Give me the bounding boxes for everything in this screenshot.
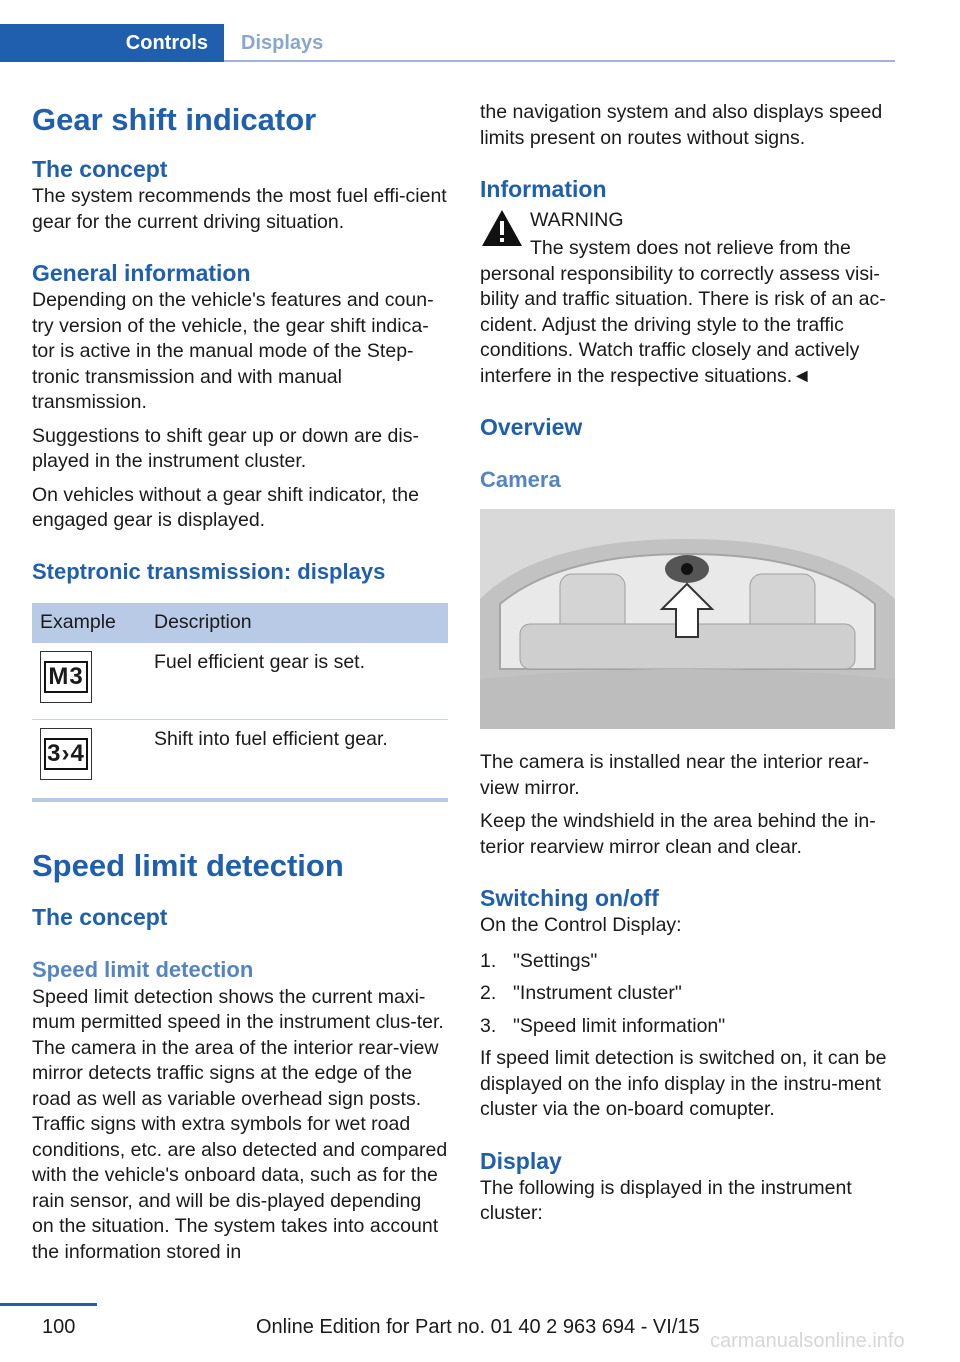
paragraph-switching: On the Control Display:: [480, 914, 682, 936]
right-column: [480, 100, 896, 1227]
paragraph-concept: The system recommends the most fuel effi-cient gear for the current driving situation.: [32, 185, 447, 233]
heading-gear-shift-indicator: Gear shift indicator: [32, 102, 317, 137]
heading-information: Information: [480, 176, 607, 202]
paragraph-switching-2: If speed limit detection is switched on, it can be displayed on the info display in the instru-ment cluster via the on-board comupter.: [480, 1047, 887, 1120]
table-row: [32, 719, 448, 800]
heading-steptronic-displays: Steptronic transmission: displays: [32, 558, 386, 584]
paragraph-display: The following is displayed in the instrument cluster:: [480, 1176, 852, 1224]
heading-overview: Overview: [480, 414, 583, 440]
list-item: 2. "Instrument cluster": [480, 982, 682, 1004]
tab-controls[interactable]: Controls: [0, 24, 224, 62]
heading-general-information: General information: [32, 260, 251, 286]
footer-edition-text: Online Edition for Part no. 01 40 2 963 694 - VI/15: [256, 1316, 700, 1338]
tab-underline: [224, 60, 895, 62]
list-item: 3. "Speed limit information": [480, 1014, 726, 1037]
heading-the-concept-2: The concept: [32, 903, 168, 930]
camera-location-illustration: [480, 509, 895, 729]
paragraph-continued: the navigation system and also displays speed limits present on routes without signs.: [480, 101, 883, 149]
heading-the-concept: The concept: [32, 156, 168, 182]
table-cell-description: Fuel efficient gear is set.: [146, 643, 448, 720]
warning-text: The system does not relieve from the personal responsibility to correctly assess visi-bility and traffic situation. There is risk of an ac-cident. Adjust the driving style to the traffic conditions. Watch traffic closely and actively interfere in the respective situations.◄: [480, 237, 886, 387]
heading-camera: Camera: [480, 467, 561, 492]
tab-displays[interactable]: Displays: [241, 31, 324, 54]
left-column: [32, 100, 448, 1265]
paragraph-camera-2: Keep the windshield in the area behind the in-terior rearview mirror clean and clear.: [480, 810, 876, 858]
paragraph-general-1: Depending on the vehicle's features and coun-try version of the vehicle, the gear shift indica-tor is active in the manual mode of the Step-tronic transmission and with manual transmission.: [32, 289, 434, 413]
table-row: [32, 643, 448, 720]
footer-accent-bar: [0, 1303, 97, 1306]
warning-triangle-icon: [480, 208, 524, 248]
list-item: 1. "Settings": [480, 949, 598, 972]
paragraph-general-3: On vehicles without a gear shift indicator, the engaged gear is displayed.: [32, 483, 419, 531]
section-tabs: [0, 24, 895, 62]
paragraph-general-2: Suggestions to shift gear up or down are dis-played in the instrument cluster.: [32, 424, 419, 472]
heading-speed-limit-detection: Speed limit detection: [32, 847, 344, 883]
table-header-row: [32, 603, 448, 643]
watermark-text: carmanualsonline.info: [710, 1330, 905, 1352]
heading-speed-limit-detection-sub: Speed limit detection: [32, 956, 254, 982]
heading-display: Display: [480, 1147, 562, 1174]
table-header-description: Description: [146, 603, 448, 643]
paragraph-camera-1: The camera is installed near the interior rear-view mirror.: [480, 751, 870, 799]
paragraph-speed-limit: Speed limit detection shows the current maxi-mum permitted speed in the instrument clus-ter. The camera in the area of the interior rear-view mirror detects traffic signs at the edge of the road as well as variable overhead sign posts. Traffic signs with extra symbols for wet road conditions, etc. are also detected and compared with the vehicle's onboard data, such as for the rain sensor, and will be dis-played depending on the situation. The system takes into account the information stored in: [32, 985, 448, 1263]
gear-shift-up-icon: 3›4: [40, 728, 92, 780]
gear-display-table: [32, 603, 448, 802]
gear-m3-icon: M3: [40, 651, 92, 703]
heading-switching-on-off: Switching on/off: [480, 885, 659, 911]
page-number: 100: [42, 1316, 76, 1338]
warning-label: WARNING: [530, 209, 624, 231]
table-cell-description: Shift into fuel efficient gear.: [146, 719, 448, 800]
table-header-example: Example: [32, 603, 146, 643]
